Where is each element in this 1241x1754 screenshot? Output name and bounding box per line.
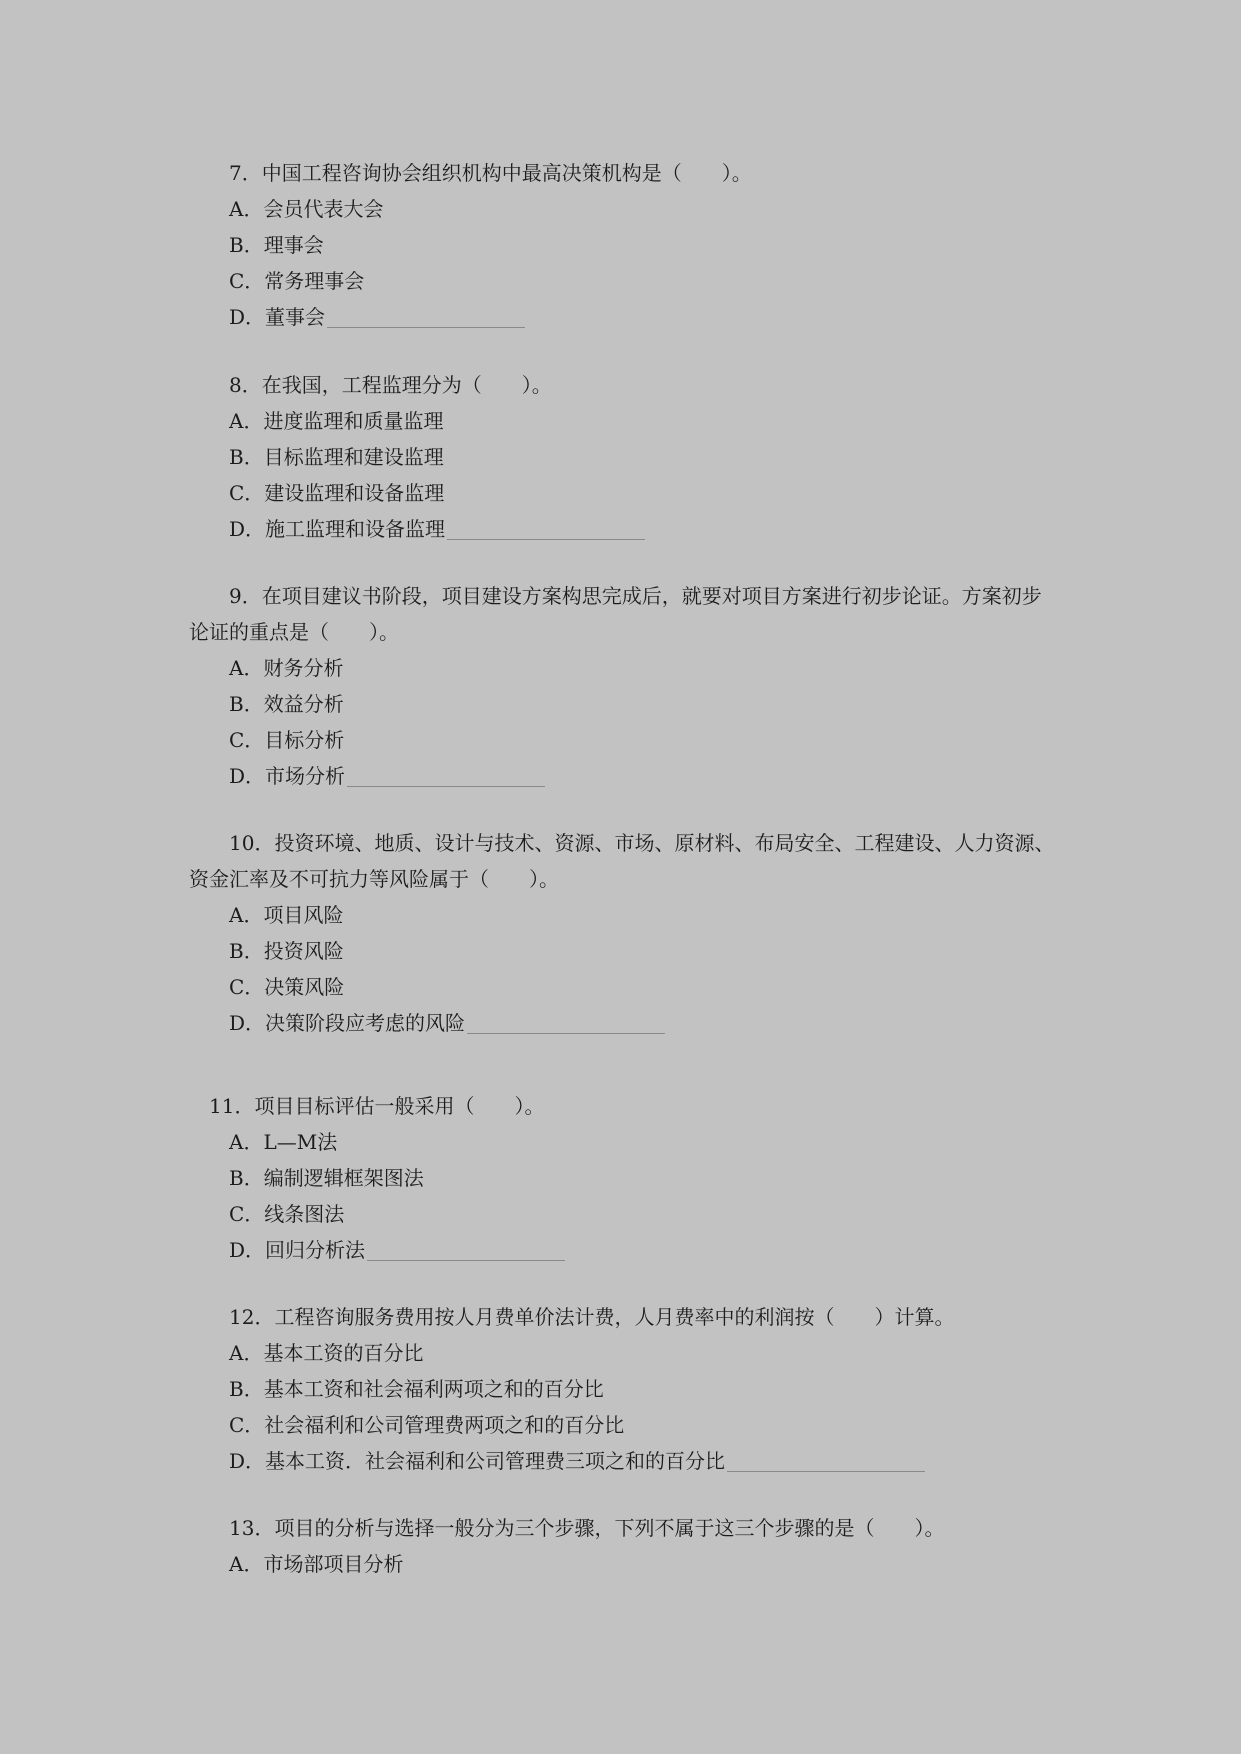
option-d: D．市场分析 [189, 758, 1059, 794]
option-a: A．基本工资的百分比 [229, 1341, 424, 1365]
option-d: D．回归分析法 [189, 1232, 1059, 1268]
option-b: B．理事会 [229, 233, 324, 257]
option-list [189, 1335, 1059, 1479]
option-list [189, 897, 1059, 1041]
question-stem: 7．中国工程咨询协会组织机构中最高决策机构是（ ）。 [229, 161, 752, 185]
option-c: C．常务理事会 [229, 269, 365, 293]
option-a: A．财务分析 [229, 656, 344, 680]
trailing-rule [327, 326, 525, 328]
option-c: C．目标分析 [229, 728, 345, 752]
question-stem: 8．在我国，工程监理分为（ ）。 [229, 373, 552, 397]
option-b: B．基本工资和社会福利两项之和的百分比 [229, 1377, 604, 1401]
option-b: B．目标监理和建设监理 [229, 445, 444, 469]
option-d: D．施工监理和设备监理 [189, 511, 1059, 547]
option-d: D．董事会 [189, 299, 1059, 335]
option-b: B．投资风险 [229, 939, 344, 963]
option-list [189, 403, 1059, 547]
option-c: C．社会福利和公司管理费两项之和的百分比 [229, 1413, 625, 1437]
option-a: A．项目风险 [229, 903, 344, 927]
question-stem: 12．工程咨询服务费用按人月费单价法计费，人月费率中的利润按（ ）计算。 [229, 1305, 955, 1329]
option-a: A．市场部项目分析 [229, 1552, 404, 1576]
option-a: A．进度监理和质量监理 [229, 409, 444, 433]
option-list [189, 191, 1059, 335]
option-a: A．会员代表大会 [229, 197, 384, 221]
option-list [189, 1546, 1059, 1582]
question-13 [189, 1510, 1059, 1582]
question-9 [189, 578, 1059, 794]
question-10 [189, 825, 1059, 1041]
question-stem: 9．在项目建议书阶段，项目建设方案构思完成后，就要对项目方案进行初步论证。方案初步论证的重点是（ ）。 [189, 584, 1042, 644]
option-c: C．线条图法 [229, 1202, 345, 1226]
trailing-rule [367, 1259, 565, 1261]
trailing-rule [447, 538, 645, 540]
question-7 [189, 155, 1059, 335]
trailing-rule [467, 1032, 665, 1034]
option-b: B．效益分析 [229, 692, 344, 716]
question-11 [189, 1088, 1059, 1268]
question-stem: 13．项目的分析与选择一般分为三个步骤，下列不属于这三个步骤的是（ ）。 [229, 1516, 945, 1540]
option-a: A．L—M法 [229, 1130, 338, 1154]
option-d: D．基本工资．社会福利和公司管理费三项之和的百分比 [189, 1443, 1059, 1479]
question-12 [189, 1299, 1059, 1479]
option-d: D．决策阶段应考虑的风险 [189, 1005, 1059, 1041]
option-c: C．建设监理和设备监理 [229, 481, 445, 505]
trailing-rule [347, 785, 545, 787]
option-list [189, 650, 1059, 794]
question-stem: 10．投资环境、地质、设计与技术、资源、市场、原材料、布局安全、工程建设、人力资源、资金汇率及不可抗力等风险属于（ ）。 [189, 831, 1055, 891]
option-list [189, 1124, 1059, 1268]
option-b: B．编制逻辑框架图法 [229, 1166, 424, 1190]
option-c: C．决策风险 [229, 975, 345, 999]
trailing-rule [727, 1470, 925, 1472]
question-8 [189, 367, 1059, 547]
question-stem: 11．项目目标评估一般采用（ ）。 [209, 1094, 545, 1118]
